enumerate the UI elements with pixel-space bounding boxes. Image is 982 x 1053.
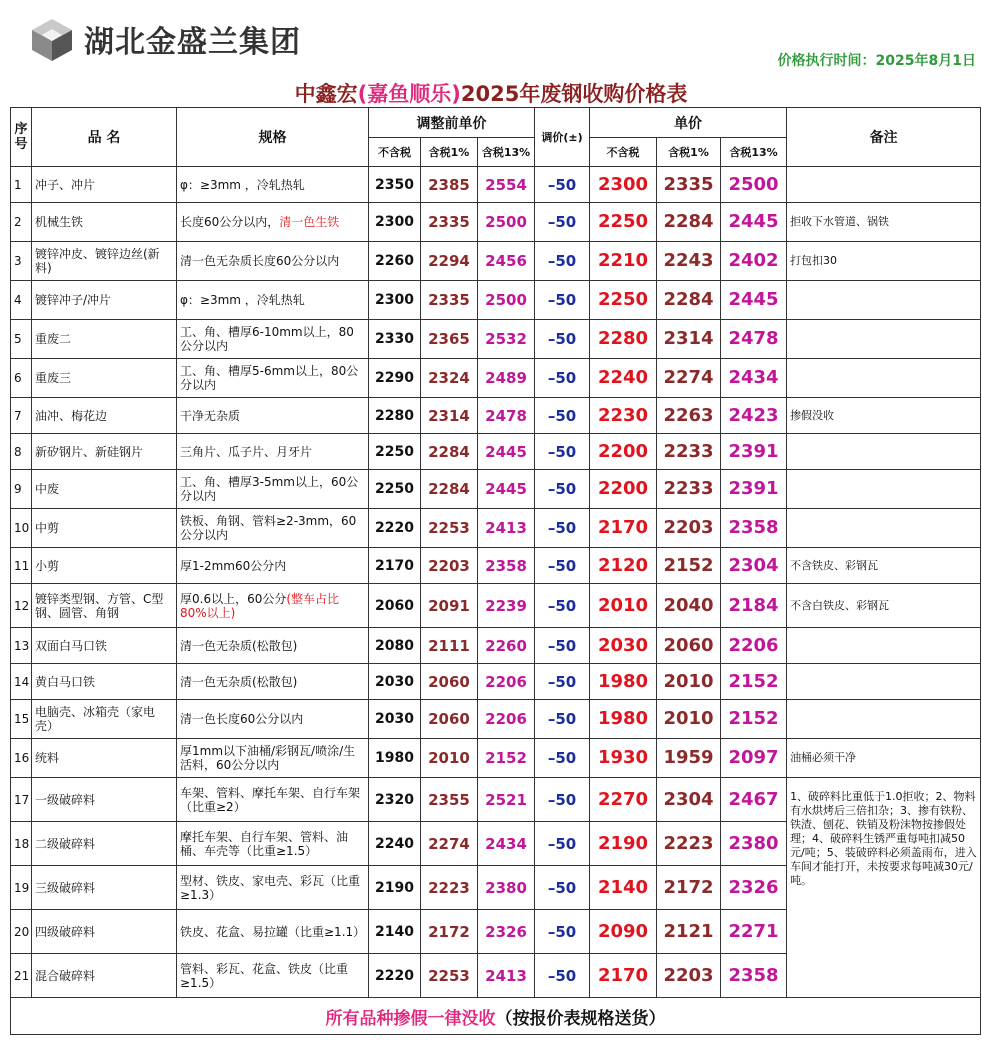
pre-price-tax13: 2456 bbox=[478, 242, 535, 281]
table-row bbox=[11, 509, 981, 548]
row-spec-text: 三角片、瓜子片、月牙片 bbox=[180, 444, 313, 459]
row-spec bbox=[177, 778, 369, 822]
row-note: 不含白铁皮、彩钢瓦 bbox=[787, 584, 981, 628]
unit-price-tax1: 2152 bbox=[657, 548, 721, 584]
header-note: 备注 bbox=[787, 108, 981, 167]
header-tax1: 含税1% bbox=[657, 138, 721, 167]
row-seq: 8 bbox=[11, 434, 32, 470]
unit-price-no-tax: 2230 bbox=[590, 398, 657, 434]
price-adjustment: –50 bbox=[535, 320, 590, 359]
header-tax13: 含税13% bbox=[721, 138, 787, 167]
unit-price-tax13: 2402 bbox=[721, 242, 787, 281]
row-seq: 17 bbox=[11, 778, 32, 822]
row-note bbox=[787, 281, 981, 320]
unit-price-tax13: 2304 bbox=[721, 548, 787, 584]
footer-notice: 所有品种掺假一律没收（按报价表规格送货） bbox=[11, 998, 981, 1035]
row-spec-text: φ：≥3mm ，冷轧热轧 bbox=[180, 293, 305, 307]
pre-price-tax1: 2365 bbox=[421, 320, 478, 359]
unit-price-no-tax: 2190 bbox=[590, 822, 657, 866]
pre-price-tax13: 2413 bbox=[478, 954, 535, 998]
pre-price-no-tax: 2250 bbox=[369, 434, 421, 470]
pre-price-no-tax: 2280 bbox=[369, 398, 421, 434]
row-note: 掺假没收 bbox=[787, 398, 981, 434]
pre-price-no-tax: 2080 bbox=[369, 628, 421, 664]
unit-price-no-tax: 2200 bbox=[590, 434, 657, 470]
pre-price-tax1: 2355 bbox=[421, 778, 478, 822]
pre-price-tax1: 2284 bbox=[421, 470, 478, 509]
pre-price-no-tax: 2240 bbox=[369, 822, 421, 866]
unit-price-tax13: 2391 bbox=[721, 470, 787, 509]
row-name: 中剪 bbox=[32, 509, 177, 548]
pre-price-tax13: 2478 bbox=[478, 398, 535, 434]
table-row bbox=[11, 203, 981, 242]
unit-price-tax1: 2203 bbox=[657, 954, 721, 998]
unit-price-tax13: 2434 bbox=[721, 359, 787, 398]
row-seq: 4 bbox=[11, 281, 32, 320]
unit-price-tax1: 2010 bbox=[657, 664, 721, 700]
unit-price-tax13: 2423 bbox=[721, 398, 787, 434]
row-spec bbox=[177, 739, 369, 778]
unit-price-no-tax: 1980 bbox=[590, 664, 657, 700]
table-row bbox=[11, 584, 981, 628]
row-seq: 9 bbox=[11, 470, 32, 509]
unit-price-tax1: 2121 bbox=[657, 910, 721, 954]
price-adjustment: –50 bbox=[535, 281, 590, 320]
row-spec bbox=[177, 470, 369, 509]
unit-price-no-tax: 2250 bbox=[590, 203, 657, 242]
price-adjustment: –50 bbox=[535, 739, 590, 778]
row-name: 二级破碎料 bbox=[32, 822, 177, 866]
row-spec bbox=[177, 203, 369, 242]
row-spec-text: 工、角、槽厚3-5mm以上，60公分以内 bbox=[180, 475, 359, 503]
pre-price-tax13: 2554 bbox=[478, 167, 535, 203]
pre-price-no-tax: 2320 bbox=[369, 778, 421, 822]
row-spec-highlight: (整车占比80%以上) bbox=[180, 591, 340, 620]
pre-price-no-tax: 2220 bbox=[369, 954, 421, 998]
unit-price-no-tax: 2170 bbox=[590, 954, 657, 998]
header-tax1: 含税1% bbox=[421, 138, 478, 167]
unit-price-no-tax: 2250 bbox=[590, 281, 657, 320]
unit-price-tax1: 2284 bbox=[657, 203, 721, 242]
pre-price-tax1: 2223 bbox=[421, 866, 478, 910]
unit-price-no-tax: 2270 bbox=[590, 778, 657, 822]
row-name: 镀锌类型钢、方管、C型钢、圆管、角钢 bbox=[32, 584, 177, 628]
row-spec-text: φ：≥3mm ，冷轧热轧 bbox=[180, 177, 305, 192]
price-adjustment: –50 bbox=[535, 954, 590, 998]
row-spec-text: 厚1-2mm60公分内 bbox=[180, 558, 287, 573]
unit-price-no-tax: 1930 bbox=[590, 739, 657, 778]
header-no-tax: 不含税 bbox=[590, 138, 657, 167]
unit-price-tax1: 2172 bbox=[657, 866, 721, 910]
unit-price-tax1: 2040 bbox=[657, 584, 721, 628]
pre-price-no-tax: 2330 bbox=[369, 320, 421, 359]
row-name: 四级破碎料 bbox=[32, 910, 177, 954]
row-note bbox=[787, 664, 981, 700]
row-seq: 12 bbox=[11, 584, 32, 628]
unit-price-no-tax: 2300 bbox=[590, 167, 657, 203]
row-spec-text: 厚1mm以下油桶/彩钢瓦/喷涂/生活料，60公分以内 bbox=[180, 744, 356, 772]
row-spec-text: 工、角、槽厚6-10mm以上，80公分以内 bbox=[180, 325, 354, 353]
header-seq: 序号 bbox=[11, 108, 32, 167]
company-name: 湖北金盛兰集团 bbox=[84, 25, 301, 60]
row-spec bbox=[177, 509, 369, 548]
row-seq: 1 bbox=[11, 167, 32, 203]
row-spec bbox=[177, 664, 369, 700]
pre-price-tax1: 2253 bbox=[421, 954, 478, 998]
unit-price-no-tax: 2120 bbox=[590, 548, 657, 584]
unit-price-no-tax: 2240 bbox=[590, 359, 657, 398]
row-name: 重废三 bbox=[32, 359, 177, 398]
unit-price-tax13: 2445 bbox=[721, 281, 787, 320]
price-adjustment: –50 bbox=[535, 910, 590, 954]
row-name: 三级破碎料 bbox=[32, 866, 177, 910]
unit-price-tax13: 2184 bbox=[721, 584, 787, 628]
row-name: 一级破碎料 bbox=[32, 778, 177, 822]
row-spec bbox=[177, 548, 369, 584]
pre-price-tax1: 2060 bbox=[421, 700, 478, 739]
pre-price-tax13: 2206 bbox=[478, 700, 535, 739]
row-name: 冲子、冲片 bbox=[32, 167, 177, 203]
row-note: 拒收下水管道、锅铁 bbox=[787, 203, 981, 242]
row-spec-text: 铁皮、花盒、易拉罐（比重≥1.1） bbox=[180, 924, 366, 939]
pre-price-tax13: 2489 bbox=[478, 359, 535, 398]
row-seq: 5 bbox=[11, 320, 32, 359]
row-spec bbox=[177, 584, 369, 628]
pre-price-tax1: 2385 bbox=[421, 167, 478, 203]
unit-price-no-tax: 2030 bbox=[590, 628, 657, 664]
pre-price-tax13: 2521 bbox=[478, 778, 535, 822]
row-name: 小剪 bbox=[32, 548, 177, 584]
header-spec: 规格 bbox=[177, 108, 369, 167]
header-name: 品 名 bbox=[32, 108, 177, 167]
row-seq: 13 bbox=[11, 628, 32, 664]
row-spec bbox=[177, 434, 369, 470]
table-row bbox=[11, 470, 981, 509]
row-name: 双面白马口铁 bbox=[32, 628, 177, 664]
pre-price-no-tax: 2030 bbox=[369, 700, 421, 739]
row-seq: 3 bbox=[11, 242, 32, 281]
unit-price-tax13: 2097 bbox=[721, 739, 787, 778]
pre-price-tax13: 2500 bbox=[478, 203, 535, 242]
table-row bbox=[11, 242, 981, 281]
pre-price-no-tax: 1980 bbox=[369, 739, 421, 778]
row-name: 黄白马口铁 bbox=[32, 664, 177, 700]
row-seq: 18 bbox=[11, 822, 32, 866]
unit-price-tax13: 2467 bbox=[721, 778, 787, 822]
row-seq: 19 bbox=[11, 866, 32, 910]
unit-price-tax13: 2380 bbox=[721, 822, 787, 866]
unit-price-no-tax: 2210 bbox=[590, 242, 657, 281]
table-row bbox=[11, 664, 981, 700]
unit-price-tax13: 2500 bbox=[721, 167, 787, 203]
row-seq: 6 bbox=[11, 359, 32, 398]
table-row bbox=[11, 434, 981, 470]
pre-price-tax1: 2203 bbox=[421, 548, 478, 584]
row-spec-text: 车架、管料、摩托车架、自行车架（比重≥2） bbox=[180, 785, 361, 814]
row-note bbox=[787, 359, 981, 398]
row-spec-text: 型材、铁皮、家电壳、彩瓦（比重≥1.3） bbox=[180, 873, 361, 902]
table-row bbox=[11, 700, 981, 739]
row-spec-text: 干净无杂质 bbox=[180, 408, 241, 423]
table-row bbox=[11, 281, 981, 320]
price-effective-date: 价格执行时间：2025年8月1日 bbox=[777, 53, 976, 69]
unit-price-tax1: 2223 bbox=[657, 822, 721, 866]
pre-price-tax13: 2380 bbox=[478, 866, 535, 910]
pre-price-tax13: 2434 bbox=[478, 822, 535, 866]
price-adjustment: –50 bbox=[535, 398, 590, 434]
pre-price-tax13: 2413 bbox=[478, 509, 535, 548]
row-spec-text: 清一色无杂质(松散包) bbox=[180, 638, 298, 653]
row-name: 镀锌冲子/冲片 bbox=[32, 281, 177, 320]
table-row bbox=[11, 548, 981, 584]
price-table bbox=[10, 107, 981, 1035]
unit-price-tax13: 2478 bbox=[721, 320, 787, 359]
price-adjustment: –50 bbox=[535, 584, 590, 628]
row-seq: 14 bbox=[11, 664, 32, 700]
unit-price-tax1: 2243 bbox=[657, 242, 721, 281]
row-spec-text: 管料、彩瓦、花盒、铁皮（比重≥1.5） bbox=[180, 961, 349, 990]
pre-price-tax13: 2206 bbox=[478, 664, 535, 700]
unit-price-tax13: 2358 bbox=[721, 954, 787, 998]
row-spec-text: 长度60公分以内， bbox=[180, 215, 280, 229]
unit-price-no-tax: 2280 bbox=[590, 320, 657, 359]
pre-price-tax13: 2532 bbox=[478, 320, 535, 359]
unit-price-tax1: 2233 bbox=[657, 470, 721, 509]
row-name: 油冲、梅花边 bbox=[32, 398, 177, 434]
row-name: 中废 bbox=[32, 470, 177, 509]
unit-price-tax1: 2335 bbox=[657, 167, 721, 203]
row-seq: 10 bbox=[11, 509, 32, 548]
pre-price-tax1: 2111 bbox=[421, 628, 478, 664]
pre-price-tax1: 2294 bbox=[421, 242, 478, 281]
row-note: 油桶必须干净 bbox=[787, 739, 981, 778]
row-spec-text: 清一色无杂质(松散包) bbox=[180, 674, 298, 689]
unit-price-no-tax: 2200 bbox=[590, 470, 657, 509]
price-adjustment: –50 bbox=[535, 509, 590, 548]
unit-price-tax1: 2010 bbox=[657, 700, 721, 739]
unit-price-no-tax: 2170 bbox=[590, 509, 657, 548]
pre-price-tax1: 2314 bbox=[421, 398, 478, 434]
pre-price-no-tax: 2060 bbox=[369, 584, 421, 628]
price-adjustment: –50 bbox=[535, 203, 590, 242]
pre-price-tax13: 2445 bbox=[478, 470, 535, 509]
row-spec-highlight: 清一色生铁 bbox=[279, 215, 340, 229]
row-spec bbox=[177, 910, 369, 954]
row-name: 混合破碎料 bbox=[32, 954, 177, 998]
row-seq: 21 bbox=[11, 954, 32, 998]
unit-price-tax13: 2152 bbox=[721, 700, 787, 739]
pre-price-tax1: 2253 bbox=[421, 509, 478, 548]
pre-price-tax13: 2239 bbox=[478, 584, 535, 628]
row-spec bbox=[177, 242, 369, 281]
price-adjustment: –50 bbox=[535, 359, 590, 398]
table-row bbox=[11, 320, 981, 359]
table-row bbox=[11, 359, 981, 398]
header-unit-price: 单价 bbox=[590, 108, 787, 138]
unit-price-no-tax: 2140 bbox=[590, 866, 657, 910]
price-adjustment: –50 bbox=[535, 822, 590, 866]
pre-price-tax1: 2010 bbox=[421, 739, 478, 778]
unit-price-no-tax: 2010 bbox=[590, 584, 657, 628]
unit-price-tax13: 2358 bbox=[721, 509, 787, 548]
pre-price-tax13: 2260 bbox=[478, 628, 535, 664]
row-spec-text: 清一色无杂质长度60公分以内 bbox=[180, 254, 340, 268]
pre-price-no-tax: 2220 bbox=[369, 509, 421, 548]
pre-price-no-tax: 2300 bbox=[369, 281, 421, 320]
row-note bbox=[787, 320, 981, 359]
unit-price-no-tax: 2090 bbox=[590, 910, 657, 954]
row-spec bbox=[177, 167, 369, 203]
row-seq: 7 bbox=[11, 398, 32, 434]
pre-price-no-tax: 2300 bbox=[369, 203, 421, 242]
pre-price-no-tax: 2250 bbox=[369, 470, 421, 509]
price-adjustment: –50 bbox=[535, 167, 590, 203]
row-note bbox=[787, 434, 981, 470]
row-spec-text: 厚0.6以上，60公分 bbox=[180, 591, 287, 606]
row-spec bbox=[177, 281, 369, 320]
table-row bbox=[11, 628, 981, 664]
row-spec bbox=[177, 954, 369, 998]
header-tax13: 含税13% bbox=[478, 138, 535, 167]
row-note bbox=[787, 509, 981, 548]
row-spec-text: 清一色长度60公分以内 bbox=[180, 712, 304, 726]
unit-price-tax1: 2304 bbox=[657, 778, 721, 822]
unit-price-tax13: 2206 bbox=[721, 628, 787, 664]
row-note bbox=[787, 470, 981, 509]
row-name: 新矽钢片、新硅钢片 bbox=[32, 434, 177, 470]
unit-price-tax13: 2326 bbox=[721, 866, 787, 910]
row-spec bbox=[177, 700, 369, 739]
price-adjustment: –50 bbox=[535, 434, 590, 470]
table-row bbox=[11, 739, 981, 778]
pre-price-no-tax: 2350 bbox=[369, 167, 421, 203]
row-name: 统料 bbox=[32, 739, 177, 778]
price-adjustment: –50 bbox=[535, 470, 590, 509]
pre-price-tax1: 2172 bbox=[421, 910, 478, 954]
unit-price-tax1: 2274 bbox=[657, 359, 721, 398]
price-adjustment: –50 bbox=[535, 866, 590, 910]
row-name: 重废二 bbox=[32, 320, 177, 359]
pre-price-tax1: 2335 bbox=[421, 203, 478, 242]
row-note: 不含铁皮、彩钢瓦 bbox=[787, 548, 981, 584]
price-adjustment: –50 bbox=[535, 242, 590, 281]
header-adjust: 调价(±) bbox=[535, 108, 590, 167]
pre-price-tax1: 2274 bbox=[421, 822, 478, 866]
pre-price-no-tax: 2290 bbox=[369, 359, 421, 398]
pre-price-no-tax: 2030 bbox=[369, 664, 421, 700]
row-spec-text: 铁板、角钢、管料≥2-3mm，60公分以内 bbox=[180, 514, 357, 542]
row-seq: 2 bbox=[11, 203, 32, 242]
unit-price-tax1: 2060 bbox=[657, 628, 721, 664]
unit-price-tax1: 2203 bbox=[657, 509, 721, 548]
row-note bbox=[787, 167, 981, 203]
row-name: 电脑壳、冰箱壳（家电壳） bbox=[32, 700, 177, 739]
unit-price-tax1: 2233 bbox=[657, 434, 721, 470]
price-adjustment: –50 bbox=[535, 664, 590, 700]
table-row bbox=[11, 167, 981, 203]
unit-price-tax13: 2391 bbox=[721, 434, 787, 470]
header-no-tax: 不含税 bbox=[369, 138, 421, 167]
unit-price-no-tax: 1980 bbox=[590, 700, 657, 739]
unit-price-tax13: 2445 bbox=[721, 203, 787, 242]
price-adjustment: –50 bbox=[535, 548, 590, 584]
row-note: 打包扣30 bbox=[787, 242, 981, 281]
pre-price-tax13: 2152 bbox=[478, 739, 535, 778]
pre-price-tax13: 2500 bbox=[478, 281, 535, 320]
row-spec bbox=[177, 866, 369, 910]
row-spec bbox=[177, 398, 369, 434]
pre-price-tax1: 2335 bbox=[421, 281, 478, 320]
pre-price-no-tax: 2140 bbox=[369, 910, 421, 954]
unit-price-tax1: 2314 bbox=[657, 320, 721, 359]
row-seq: 15 bbox=[11, 700, 32, 739]
table-row bbox=[11, 778, 981, 822]
row-spec bbox=[177, 822, 369, 866]
unit-price-tax13: 2152 bbox=[721, 664, 787, 700]
row-spec-text: 摩托车架、自行车架、管料、油桶、车壳等（比重≥1.5） bbox=[180, 829, 349, 858]
price-adjustment: –50 bbox=[535, 778, 590, 822]
pre-price-tax13: 2326 bbox=[478, 910, 535, 954]
pre-price-no-tax: 2170 bbox=[369, 548, 421, 584]
row-seq: 11 bbox=[11, 548, 32, 584]
row-seq: 20 bbox=[11, 910, 32, 954]
row-name: 镀锌冲皮、镀锌边丝(新料) bbox=[32, 242, 177, 281]
table-row bbox=[11, 398, 981, 434]
row-spec bbox=[177, 320, 369, 359]
pre-price-no-tax: 2190 bbox=[369, 866, 421, 910]
row-note bbox=[787, 700, 981, 739]
unit-price-tax1: 2284 bbox=[657, 281, 721, 320]
price-adjustment: –50 bbox=[535, 700, 590, 739]
unit-price-tax1: 2263 bbox=[657, 398, 721, 434]
row-name: 机械生铁 bbox=[32, 203, 177, 242]
pre-price-tax1: 2284 bbox=[421, 434, 478, 470]
row-spec-text: 工、角、槽厚5-6mm以上，80公分以内 bbox=[180, 364, 359, 392]
pre-price-tax1: 2091 bbox=[421, 584, 478, 628]
cube-logo-icon bbox=[28, 15, 76, 63]
row-note bbox=[787, 628, 981, 664]
pre-price-no-tax: 2260 bbox=[369, 242, 421, 281]
crush-notes: 1、破碎料比重低于1.0拒收；2、物料有水烘烤后三倍扣杂；3、掺有铁粉、铁渣、刨花、铁销及粉沫物按掺假处理；4、破碎料生锈严重每吨扣减50元/吨；5、装破碎料必须盖雨布，进入车间才能打开，未按要求每吨减30元/吨。 bbox=[787, 778, 981, 998]
unit-price-tax13: 2271 bbox=[721, 910, 787, 954]
row-seq: 16 bbox=[11, 739, 32, 778]
page-title: 中鑫宏(嘉鱼顺乐)2025年废钢收购价格表 bbox=[294, 82, 688, 106]
pre-price-tax13: 2358 bbox=[478, 548, 535, 584]
row-spec bbox=[177, 628, 369, 664]
pre-price-tax13: 2445 bbox=[478, 434, 535, 470]
unit-price-tax1: 1959 bbox=[657, 739, 721, 778]
row-spec bbox=[177, 359, 369, 398]
price-adjustment: –50 bbox=[535, 628, 590, 664]
pre-price-tax1: 2060 bbox=[421, 664, 478, 700]
pre-price-tax1: 2324 bbox=[421, 359, 478, 398]
company-logo bbox=[28, 10, 301, 68]
header-pre-price: 调整前单价 bbox=[369, 108, 535, 138]
